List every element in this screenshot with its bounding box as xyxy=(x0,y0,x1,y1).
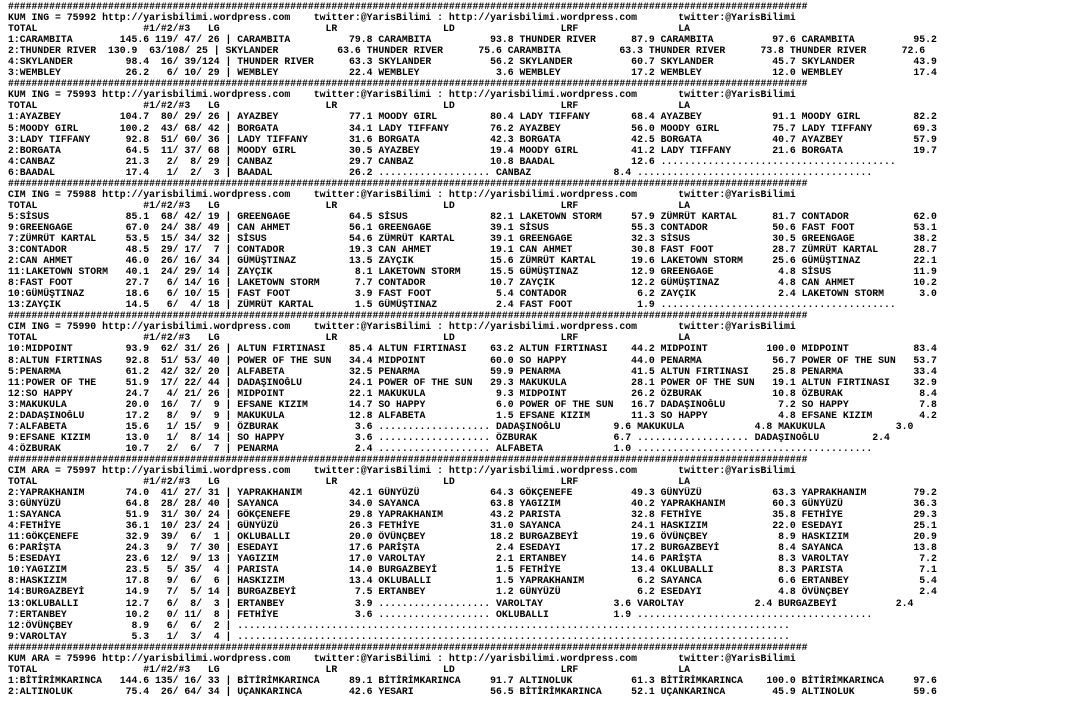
text-line: ######################################################################################################################################## xyxy=(8,453,808,465)
text-line: 1:CARAMBITA 145.6 119/ 47/ 26 | CARAMBITA 79.8 CARAMBITA 93.8 THUNDER RIVER 87.9 CARAMBITA 97.6 CARAMBITA 95.2 xyxy=(8,34,937,46)
text-line: 7:ZÜMRÜT KARTAL 53.5 15/ 34/ 32 | SİSUS 54.6 ZÜMRÜT KARTAL 39.1 GREENGAGE 32.3 SİSUS 30.5 GREENGAGE 38.2 xyxy=(8,232,937,244)
text-line: 11:GÖKÇENEFE 32.9 39/ 6/ 1 | OKLUBALLI 20.0 ÖVÜNÇBEY 18.2 BURGAZBEYİ 19.6 ÖVÜNÇBEY 8.9 HASKIZIM 20.9 xyxy=(8,531,937,543)
text-line: 6:BAADAL 17.4 1/ 2/ 3 | BAADAL 26.2 ................... CANBAZ 8.4 ........................................ xyxy=(8,166,873,178)
text-line: 4:FETHİYE 36.1 10/ 23/ 24 | GÜNYÜZÜ 26.3 FETHİYE 31.0 SAYANCA 24.1 HASKIZIM 22.0 ESEDAYI 25.1 xyxy=(8,520,937,532)
text-line: ######################################################################################################################################## xyxy=(8,1,808,12)
text-line: 3:WEMBLEY 26.2 6/ 10/ 29 | WEMBLEY 22.4 WEMBLEY 3.6 WEMBLEY 17.2 WEMBLEY 12.0 WEMBLEY 17.4 xyxy=(8,67,937,79)
text-line: 2:YAPRAKHANIM 74.0 41/ 27/ 31 | YAPRAKHANIM 42.1 GÜNYÜZÜ 64.3 GÖKÇENEFE 49.3 GÜNYÜZÜ 63.3 YAPRAKHANIM 79.2 xyxy=(8,487,937,499)
text-line: 3:LADY TIFFANY 92.8 51/ 60/ 36 | LADY TIFFANY 31.6 BORGATA 42.3 BORGATA 42.5 BORGATA 40.7 AYAZBEY 57.9 xyxy=(8,133,937,145)
text-line: 2:ALTINOLUK 75.4 26/ 64/ 34 | UÇANKARINCA 42.6 YESARI 56.5 BİTİRİMKARINCA 52.1 UÇANKARINCA 45.9 ALTINOLUK 59.6 xyxy=(8,685,937,697)
text-line: KUM ARA = 75996 http://yarisbilimi.wordpress.com twitter:@YarisBilimi : http://yarisbilimi.wordpress.com twitter:@YarisBilimi xyxy=(8,652,796,664)
text-line: 12:SO HAPPY 24.7 4/ 21/ 26 | MIDPOINT 22.1 MAKUKULA 9.3 MIDPOINT 26.2 ÖZBURAK 10.8 ÖZBURAK 8.4 xyxy=(8,387,937,399)
text-line: TOTAL #1/#2/#3 LG LR LD LRF LA xyxy=(8,100,690,112)
text-line: TOTAL #1/#2/#3 LG LR LD LRF LA xyxy=(8,23,690,35)
text-line: 3:CONTADOR 48.5 29/ 17/ 7 | CONTADOR 19.3 CAN AHMET 19.1 CAN AHMET 30.8 FAST FOOT 28.7 ZÜMRÜT KARTAL 28.7 xyxy=(8,244,937,256)
text-line: ######################################################################################################################################## xyxy=(8,78,808,90)
text-line: TOTAL #1/#2/#3 LG LR LD LRF LA xyxy=(8,476,690,488)
text-line: TOTAL #1/#2/#3 LG LR LD LRF LA xyxy=(8,199,690,211)
text-line: 8:ALTUN FIRTINAS 92.8 51/ 53/ 40 | POWER OF THE SUN 34.4 MIDPOINT 60.0 SO HAPPY 44.0 PENARMA 56.7 POWER OF THE SUN 53.7 xyxy=(8,354,937,366)
text-line: 11:LAKETOWN STORM 40.1 24/ 29/ 14 | ZAYÇIK 8.1 LAKETOWN STORM 15.5 GÜMÜŞTINAZ 12.9 GREENGAGE 4.8 SİSUS 11.9 xyxy=(8,266,937,278)
text-line: 4:SKYLANDER 98.4 16/ 39/124 | THUNDER RIVER 63.3 SKYLANDER 56.2 SKYLANDER 60.7 SKYLANDER 45.7 SKYLANDER 43.9 xyxy=(8,56,937,68)
text-line: 10:YAGIZIM 23.5 5/ 35/ 4 | PARISTA 14.0 BURGAZBEYİ 1.5 FETHİYE 13.4 OKLUBALLI 8.3 PARISTA 7.1 xyxy=(8,564,937,576)
text-line: 2:BORGATA 64.5 11/ 37/ 68 | MOODY GIRL 30.5 AYAZBEY 19.4 MOODY GIRL 41.2 LADY TIFFANY 21.6 BORGATA 19.7 xyxy=(8,144,937,156)
text-line: CIM ARA = 75997 http://yarisbilimi.wordpress.com twitter:@YarisBilimi : http://yarisbilimi.wordpress.com twitter:@YarisBilimi xyxy=(8,464,796,476)
text-line: ######################################################################################################################################## xyxy=(8,177,808,189)
text-line: ######################################################################################################################################## xyxy=(8,641,808,653)
text-line: CIM ING = 75988 http://yarisbilimi.wordpress.com twitter:@YarisBilimi : http://yarisbilimi.wordpress.com twitter:@YarisBilimi xyxy=(8,188,796,200)
text-line: 13:OKLUBALLI 12.7 6/ 8/ 3 | ERTANBEY 3.9 ................... VAROLTAY 3.6 VAROLTAY 2.4 BURGAZBEYİ 2.4 xyxy=(8,597,914,609)
text-line: 4:ÖZBURAK 10.7 2/ 6/ 7 | PENARMA 2.4 ................... ALFABETA 1.0 ........................................ xyxy=(8,442,873,454)
text-line: KUM ING = 75992 http://yarisbilimi.wordpress.com twitter:@YarisBilimi : http://yarisbilimi.wordpress.com twitter:@YarisBilimi xyxy=(8,12,796,24)
text-line: 10:MIDPOINT 93.9 62/ 31/ 26 | ALTUN FIRTINASI 85.4 ALTUN FIRTINASI 63.2 ALTUN FIRTINASI 44.2 MIDPOINT 100.0 MIDPOINT 83.4 xyxy=(8,343,937,355)
text-line: 9:VAROLTAY 5.3 1/ 3/ 4 | .............................................................................................. xyxy=(8,630,790,642)
text-line: 13:ZAYÇIK 14.5 6/ 4/ 18 | ZÜMRÜT KARTAL 1.5 GÜMÜŞTINAZ 2.4 FAST FOOT 1.9 ........................................ xyxy=(8,299,896,311)
text-line: 7:ERTANBEY 10.2 0/ 11/ 8 | FETHİYE 3.6 ................... OKLUBALLI 1.9 ........................................ xyxy=(8,608,873,620)
text-line: 5:SİSUS 85.1 68/ 42/ 19 | GREENGAGE 64.5 SİSUS 82.1 LAKETOWN STORM 57.9 ZÜMRÜT KARTAL 81.7 CONTADOR 62.0 xyxy=(8,210,937,222)
text-line: TOTAL #1/#2/#3 LG LR LD LRF LA xyxy=(8,332,690,344)
text-line: 8:FAST FOOT 27.7 6/ 14/ 16 | LAKETOWN STORM 7.7 CONTADOR 10.7 ZAYÇIK 12.2 GÜMÜŞTINAZ 4.8 CAN AHMET 10.2 xyxy=(8,277,937,289)
text-line: ######################################################################################################################################## xyxy=(8,310,808,322)
text-line: 3:MAKUKULA 20.0 16/ 7/ 9 | EFSANE KIZIM 14.7 SO HAPPY 6.0 POWER OF THE SUN 16.7 DADAŞINOĞLU 7.2 SO HAPPY 7.8 xyxy=(8,398,937,410)
text-line: 3:GÜNYÜZÜ 64.8 28/ 28/ 40 | SAYANCA 34.0 SAYANCA 63.8 YAGIZIM 40.2 YAPRAKHANIM 60.3 GÜNYÜZÜ 36.3 xyxy=(8,498,937,510)
text-line: 9:GREENGAGE 67.0 24/ 38/ 49 | CAN AHMET 56.1 GREENGAGE 39.1 SİSUS 55.3 CONTADOR 50.6 FAST FOOT 53.1 xyxy=(8,221,937,233)
text-line: 5:ESEDAYI 23.6 12/ 9/ 13 | YAGIZIM 17.0 VAROLTAY 2.1 ERTANBEY 14.6 PARİŞTA 8.3 VAROLTAY 7.2 xyxy=(8,553,937,565)
text-line: TOTAL #1/#2/#3 LG LR LD LRF LA xyxy=(8,663,690,675)
text-line: 1:AYAZBEY 104.7 80/ 29/ 26 | AYAZBEY 77.1 MOODY GIRL 80.4 LADY TIFFANY 68.4 AYAZBEY 91.1 MOODY GIRL 82.2 xyxy=(8,111,937,123)
text-line: 9:EFSANE KIZIM 13.0 1/ 8/ 14 | SO HAPPY 3.6 ................... ÖZBURAK 6.7 ................... DADAŞINOĞLU 2.4 xyxy=(8,431,890,443)
text-line: 5:MOODY GIRL 100.2 43/ 68/ 42 | BORGATA 34.1 LADY TIFFANY 76.2 AYAZBEY 56.0 MOODY GIRL 75.7 LADY TIFFANY 69.3 xyxy=(8,122,937,134)
text-line: 4:CANBAZ 21.3 2/ 8/ 29 | CANBAZ 29.7 CANBAZ 10.8 BAADAL 12.6 ........................................ xyxy=(8,155,896,167)
text-line: KUM ING = 75993 http://yarisbilimi.wordpress.com twitter:@YarisBilimi : http://yarisbilimi.wordpress.com twitter:@YarisBilimi xyxy=(8,89,796,101)
text-line: 5:PENARMA 61.2 42/ 32/ 20 | ALFABETA 32.5 PENARMA 59.9 PENARMA 41.5 ALTUN FIRTINASI 25.8 PENARMA 33.4 xyxy=(8,365,937,377)
text-line: 2:DADAŞINOĞLU 17.2 8/ 9/ 9 | MAKUKULA 12.8 ALFABETA 1.5 EFSANE KIZIM 11.3 SO HAPPY 4.8 EFSANE KIZIM 4.2 xyxy=(8,409,937,421)
text-line: 10:GÜMÜŞTINAZ 18.6 6/ 10/ 15 | FAST FOOT 3.9 FAST FOOT 5.4 CONTADOR 6.2 ZAYÇIK 2.4 LAKETOWN STORM 3.0 xyxy=(8,288,937,300)
text-line: 2:CAN AHMET 46.0 26/ 16/ 34 | GÜMÜŞTINAZ 13.5 ZAYÇIK 15.6 ZÜMRÜT KARTAL 19.6 LAKETOWN STORM 25.6 GÜMÜŞTINAZ 22.1 xyxy=(8,255,937,267)
text-line: 1:BİTİRİMKARINCA 144.6 135/ 16/ 33 | BİTİRİMKARINCA 89.1 BİTİRİMKARINCA 91.7 ALTINOLUK 61.3 BİTİRİMKARINCA 100.0 BİTİRİMKARINCA 97.6 xyxy=(8,674,937,686)
text-line: 7:ALFABETA 15.6 1/ 15/ 9 | ÖZBURAK 3.6 ................... DADAŞINOĞLU 9.6 MAKUKULA 4.8 MAKUKULA 3.0 xyxy=(8,420,914,432)
text-line: 11:POWER OF THE 51.9 17/ 22/ 44 | DADAŞINOĞLU 24.1 POWER OF THE SUN 29.3 MAKUKULA 28.1 POWER OF THE SUN 19.1 ALTUN FIRTINASI 32.9 xyxy=(8,376,937,388)
text-line: 1:SAYANCA 51.9 31/ 30/ 24 | GÖKÇENEFE 29.8 YAPRAKHANIM 43.2 PARISTA 32.8 FETHİYE 35.8 FETHİYE 29.3 xyxy=(8,509,937,521)
text-line: 14:BURGAZBEYİ 14.9 7/ 5/ 14 | BURGAZBEYİ 7.5 ERTANBEY 1.2 GÜNYÜZÜ 6.2 ESEDAYI 4.8 ÖVÜNÇBEY 2.4 xyxy=(8,586,937,598)
text-line: 6:PARİŞTA 24.3 9/ 7/ 30 | ESEDAYI 17.6 PARİŞTA 2.4 ESEDAYI 17.2 BURGAZBEYİ 8.4 SAYANCA 13.8 xyxy=(8,542,937,554)
text-line: 2:THUNDER RIVER 130.9 63/108/ 25 | SKYLANDER 63.6 THUNDER RIVER 75.6 CARAMBITA 63.3 THUNDER RIVER 73.8 THUNDER RIVER 72.6 xyxy=(8,45,926,57)
text-line: 8:HASKIZIM 17.8 9/ 6/ 6 | HASKIZIM 13.4 OKLUBALLI 1.5 YAPRAKHANIM 6.2 SAYANCA 6.6 ERTANBEY 5.4 xyxy=(8,575,937,587)
text-line: CIM ING = 75990 http://yarisbilimi.wordpress.com twitter:@YarisBilimi : http://yarisbilimi.wordpress.com twitter:@YarisBilimi xyxy=(8,321,796,333)
text-line: 12:ÖVÜNÇBEY 8.9 6/ 6/ 2 | .............................................................................................. xyxy=(8,619,790,631)
